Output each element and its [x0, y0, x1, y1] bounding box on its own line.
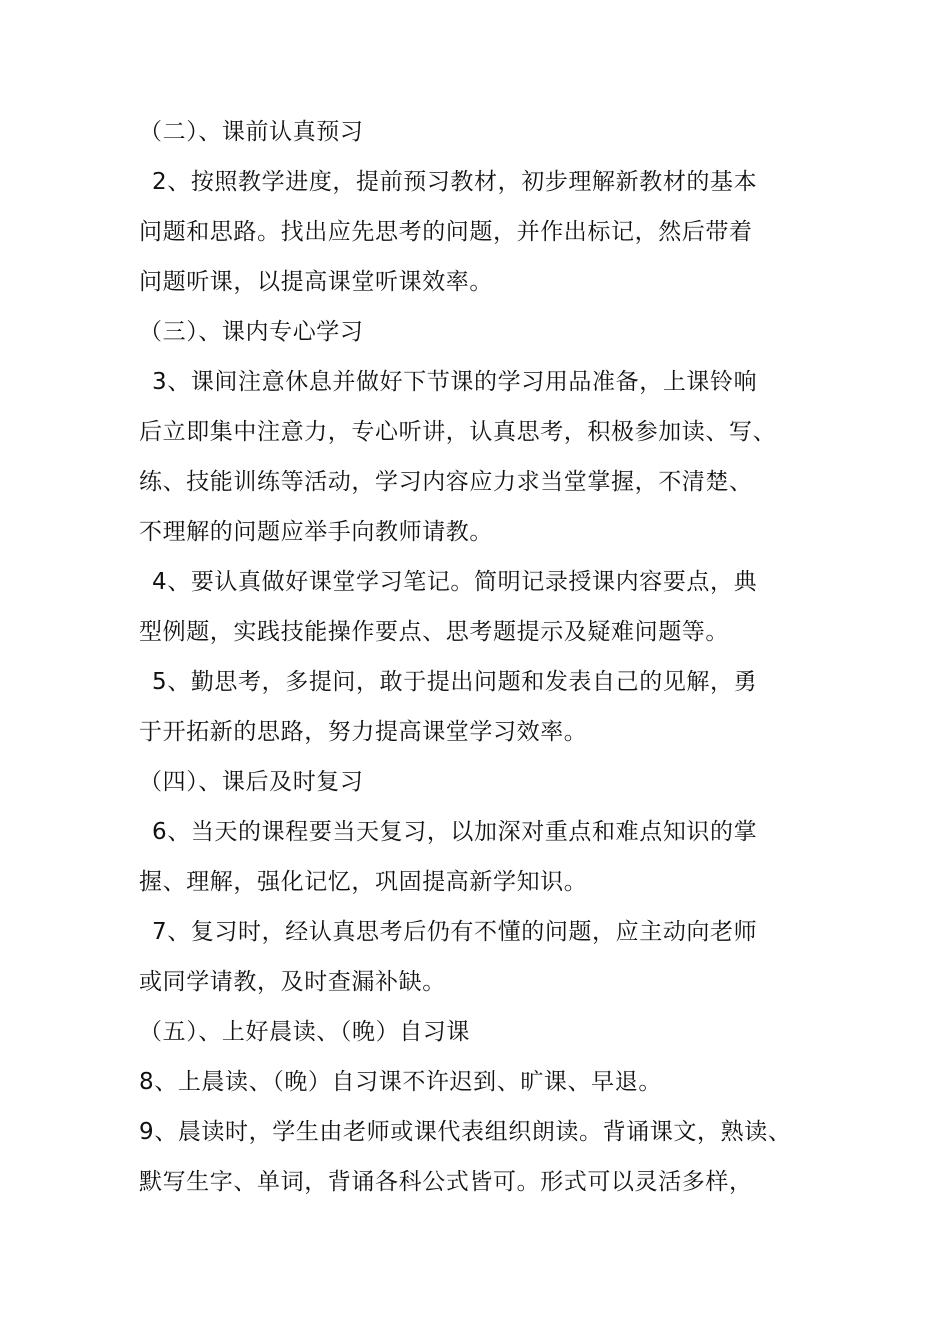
paragraph-line: 3、课间注意休息并做好下节课的学习用品准备，上课铃响: [152, 369, 758, 395]
paragraph-line: 8、上晨读、（晚）自习课不许迟到、旷课、早退。: [139, 1069, 662, 1095]
paragraph-line: 9、晨读时，学生由老师或课代表组织朗读。背诵课文，熟读、: [139, 1119, 792, 1145]
paragraph-line: 或同学请教，及时查漏补缺。: [139, 969, 446, 995]
paragraph-line: 不理解的问题应举手向教师请教。: [139, 519, 493, 545]
paragraph-line: 6、当天的课程要当天复习，以加深对重点和难点知识的掌: [152, 819, 758, 845]
section-heading-2: （二）、课前认真预习: [139, 119, 364, 145]
paragraph-line: 7、复习时，经认真思考后仍有不懂的问题，应主动向老师: [152, 919, 758, 945]
paragraph-line: 问题听课，以提高课堂听课效率。: [139, 269, 493, 295]
paragraph-line: 2、按照教学进度，提前预习教材，初步理解新教材的基本: [152, 169, 758, 195]
paragraph-line: 于开拓新的思路，努力提高课堂学习效率。: [139, 719, 588, 745]
paragraph-line: 型例题，实践技能操作要点、思考题提示及疑难问题等。: [139, 619, 729, 645]
paragraph-line: 4、要认真做好课堂学习笔记。简明记录授课内容要点，典: [152, 569, 758, 595]
section-heading-4: （四）、课后及时复习: [139, 769, 364, 795]
paragraph-line: 握、理解，强化记忆，巩固提高新学知识。: [139, 869, 588, 895]
paragraph-line: 默写生字、单词，背诵各科公式皆可。形式可以灵活多样，: [139, 1169, 753, 1195]
paragraph-line: 后立即集中注意力，专心听讲，认真思考，积极参加读、写、: [139, 419, 777, 445]
section-heading-3: （三）、课内专心学习: [139, 319, 364, 345]
section-heading-5: （五）、上好晨读、（晚）自习课: [139, 1019, 470, 1045]
paragraph-line: 练、技能训练等活动，学习内容应力求当堂掌握，不清楚、: [139, 469, 753, 495]
paragraph-line: 5、勤思考，多提问，敢于提出问题和发表自己的见解，勇: [152, 669, 758, 695]
paragraph-line: 问题和思路。找出应先思考的问题，并作出标记，然后带着: [139, 219, 753, 245]
